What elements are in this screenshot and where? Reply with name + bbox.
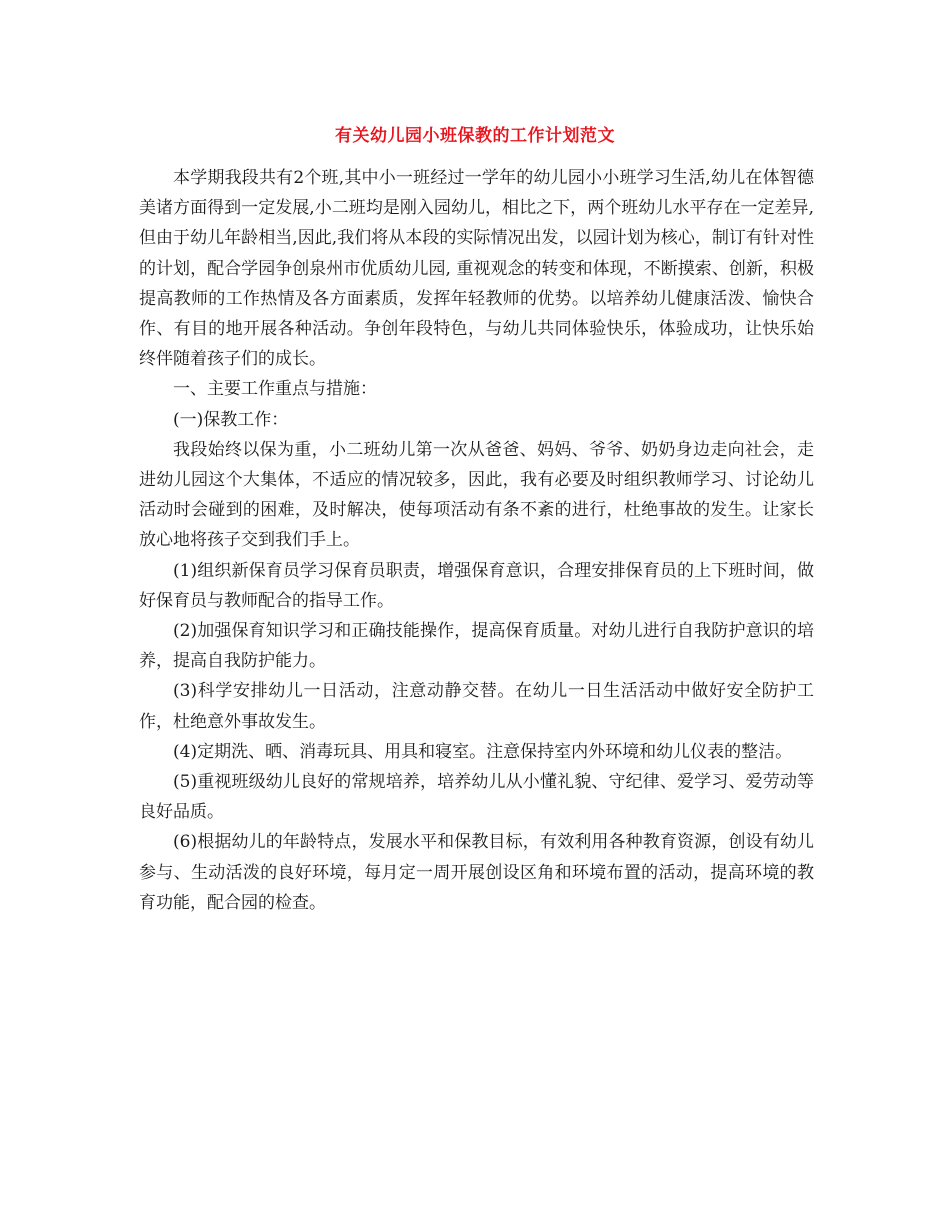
section-heading: 一、主要工作重点与措施： bbox=[173, 379, 377, 400]
paragraph-care-work: 我段始终以保为重，小二班幼儿第一次从爸爸、妈妈、爷爷、奶奶身边走向社会，走进幼儿园这个大集体，不适应的情况较多，因此，我有必要及时组织教师学习、讨论幼儿活动时会碰到的困难，及时解决，使每项活动有条不紊的进行，杜绝事故的发生。让家长放心地将孩子交到我们手上。 bbox=[139, 439, 814, 551]
list-item-5: (5)重视班级幼儿良好的常规培养，培养幼儿从小懂礼貌、守纪律、爱学习、爱劳动等良好品质。 bbox=[139, 772, 814, 823]
list-item-3: (3)科学安排幼儿一日活动，注意动静交替。在幼儿一日生活活动中做好安全防护工作，杜绝意外事故发生。 bbox=[139, 681, 814, 732]
list-item-4: (4)定期洗、晒、消毒玩具、用具和寝室。注意保持室内外环境和幼儿仪表的整洁。 bbox=[173, 741, 793, 762]
list-item-1: (1)组织新保育员学习保育员职责，增强保育意识，合理安排保育员的上下班时间，做好保育员与教师配合的指导工作。 bbox=[139, 560, 814, 611]
subsection-heading: (一)保教工作： bbox=[173, 409, 289, 430]
list-item-2: (2)加强保育知识学习和正确技能操作，提高保育质量。对幼儿进行自我防护意识的培养，提高自我防护能力。 bbox=[139, 621, 814, 672]
list-item-6: (6)根据幼儿的年龄特点，发展水平和保教目标，有效利用各种教育资源，创设有幼儿参与、生动活泼的良好环境，每月定一周开展创设区角和环境布置的活动，提高环境的教育功能，配合园的检查。 bbox=[139, 832, 814, 913]
paragraph-intro: 本学期我段共有2个班,其中小一班经过一学年的幼儿园小小班学习生活,幼儿在体智德美诸方面得到一定发展,小二班均是刚入园幼儿，相比之下，两个班幼儿水平存在一定差异,但由于幼儿年龄相当,因此,我们将从本段的实际情况出发，以园计划为核心，制订有针对性的计划，配合学园争创泉州市优质幼儿园, 重视观念的转变和体现，不断摸索、创新，积极提高教师的工作热情及各方面素质，发挥年轻教师的优势。以培养幼儿健康活泼、愉快合作、有目的地开展各种活动。争创年段特色，与幼儿共同体验快乐，体验成功，让快乐始终伴随着孩子们的成长。 bbox=[139, 168, 814, 370]
document-title: 有关幼儿园小班保教的工作计划范文 bbox=[335, 126, 615, 146]
document-body bbox=[139, 163, 814, 918]
